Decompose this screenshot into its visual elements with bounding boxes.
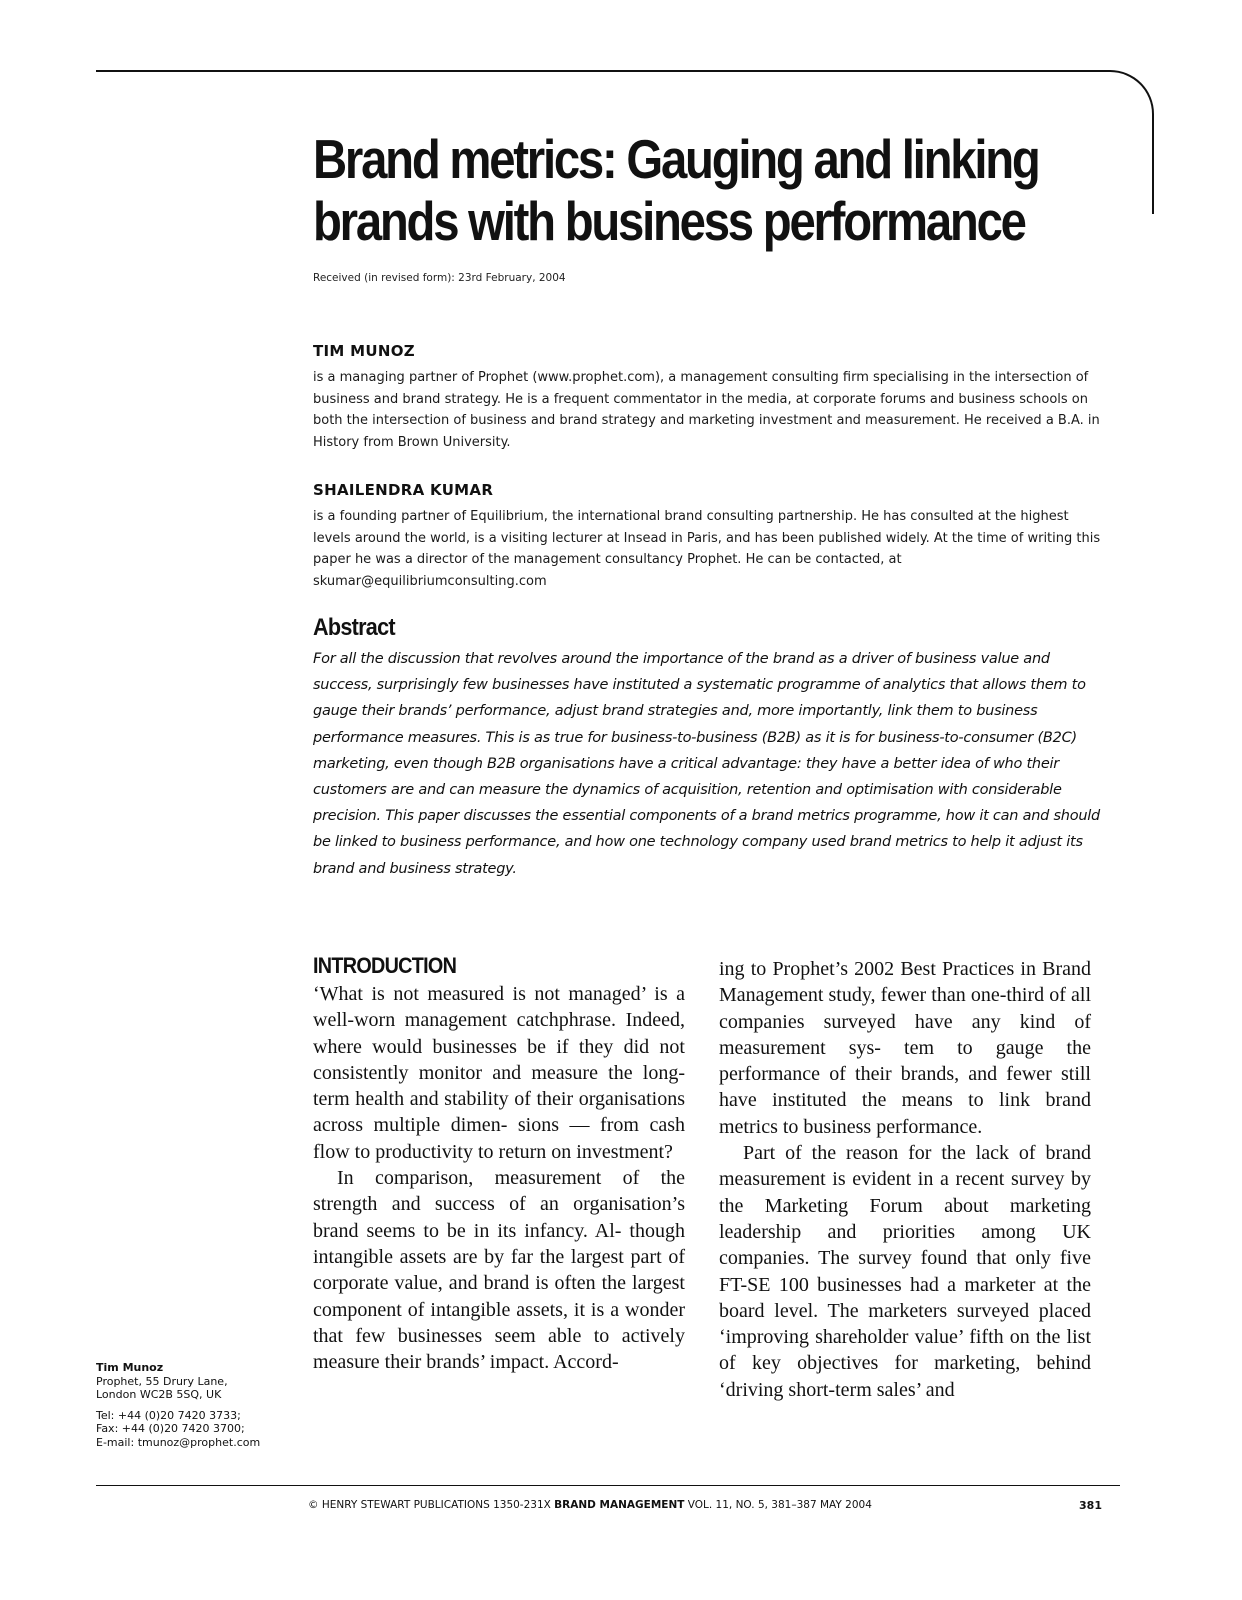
author-name: TIM MUNOZ [313, 342, 415, 360]
author-block-1 [313, 342, 1103, 453]
correspondence-address [96, 1361, 306, 1449]
footer-rule [96, 1485, 1120, 1486]
correspondence-address-line: Prophet, 55 Drury Lane, [96, 1374, 228, 1388]
page-frame-corner [1106, 70, 1154, 118]
author-name: SHAILENDRA KUMAR [313, 481, 494, 499]
author-bio: is a founding partner of Equilibrium, the international brand consulting partnership. He has consulted at the highest levels around the world, is a visiting lecturer at Insead in Paris, and has been published widely. At the time of writing this paper he was a director of the management consultancy Prophet. He can be contacted, at skumar@equilibriumconsulting.com [313, 509, 1101, 589]
body-paragraph: ‘What is not measured is not managed’ is a well-worn management catchphrase. Indeed, where would businesses be if they did not consistently monitor and measure the long-term health and stability of their organisations across multiple dimen- sions — from cash flow to productivity to return on investment? [313, 983, 685, 1163]
abstract-heading: Abstract [313, 614, 395, 641]
body-column-left [313, 953, 685, 1375]
correspondence-fax: Fax: +44 (0)20 7420 3700; [96, 1422, 245, 1435]
correspondence-address-line: London WC2B 5SQ, UK [96, 1388, 222, 1401]
footer-journal: BRAND MANAGEMENT [554, 1499, 685, 1511]
body-column-right [719, 956, 1091, 1403]
correspondence-tel: Tel: +44 (0)20 7420 3733; [96, 1408, 241, 1422]
body-paragraph: ing to Prophet’s 2002 Best Practices in Brand Management study, fewer than one-third of all companies surveyed have any kind of measurement sys- tem to gauge the performance of their brands, and fewer still have instituted the means to link brand metrics to business performance. [719, 958, 1091, 1138]
page-number: 381 [1079, 1499, 1102, 1512]
abstract-body: For all the discussion that revolves around the importance of the brand as a driver of business value and success, surprisingly few businesses have instituted a systematic programme of analytics that allows them to gauge their brands’ performance, adjust brand strategies and, more importantly, link them to business performance measures. This is as true for business-to-business (B2B) as it is for business-to-consumer (B2C) marketing, even though B2B organisations have a critical advantage: they have a better idea of who their customers are and can measure the dynamics of acquisition, retention and optimisation with considerable precision. This paper discusses the essential components of a brand metrics programme, how it can and should be linked to business performance, and how one technology company used brand metrics to help it adjust its brand and business strategy. [313, 651, 1100, 877]
author-bio: is a managing partner of Prophet (www.prophet.com), a management consulting firm specialising in the intersection of business and brand strategy. He is a frequent commentator in the media, at corporate forums and business schools on both the intersection of business and brand strategy and marketing investment and measurement. He received a B.A. in History from Brown University. [313, 370, 1100, 450]
introduction-heading: INTRODUCTION [313, 953, 457, 978]
correspondence-email: E-mail: tmunoz@prophet.com [96, 1435, 261, 1449]
received-date: Received (in revised form): 23rd February, 2004 [313, 272, 566, 284]
page-frame-right-rule [1152, 116, 1154, 214]
article-title [313, 128, 1039, 252]
abstract-section [313, 614, 1103, 882]
body-paragraph: In comparison, measurement of the strength and success of an organisation’s brand seems to be in its infancy. Al- though intangible assets are by far the largest part of corporate value, and brand is often the largest component of intangible assets, it is a wonder that few businesses seem able to actively measure their brands’ impact. Accord- [313, 1167, 685, 1374]
author-block-2 [313, 481, 1103, 592]
body-paragraph: Part of the reason for the lack of brand measurement is evident in a recent survey by the Marketing Forum about marketing leadership and priorities among UK companies. The survey found that only five FT-SE 100 businesses had a marketer at the board level. The marketers surveyed placed ‘improving shareholder value’ fifth on the list of key objectives for marketing, behind ‘driving short-term sales’ and [719, 1142, 1091, 1401]
footer-citation [308, 1499, 872, 1511]
article-title-line-1: Brand metrics: Gauging and linking [313, 128, 1039, 190]
page-frame-top-rule [96, 70, 1108, 72]
footer-issue: VOL. 11, NO. 5, 381–387 MAY 2004 [687, 1499, 872, 1511]
article-title-line-2: brands with business performance [313, 190, 1025, 252]
correspondence-name: Tim Munoz [96, 1361, 164, 1374]
spacer [96, 1402, 306, 1409]
footer-publisher: © HENRY STEWART PUBLICATIONS 1350-231X [308, 1499, 551, 1511]
